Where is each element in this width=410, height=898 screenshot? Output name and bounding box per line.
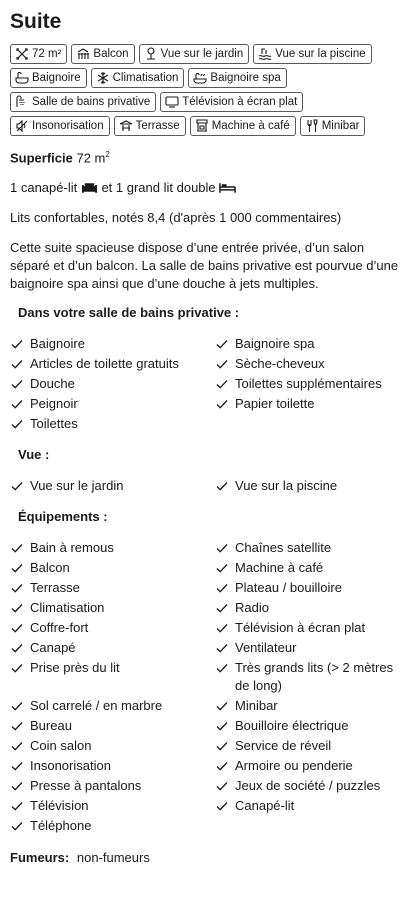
amenity-label: Jeux de société / puzzles: [235, 778, 381, 794]
amenity-label: Canapé: [30, 640, 76, 656]
bathtub-icon: [15, 71, 29, 85]
amenity-item: [10, 639, 215, 657]
checkmark-icon: [10, 395, 26, 413]
checkmark-icon: [215, 757, 231, 775]
facility-chip: [300, 116, 366, 136]
amenity-label: Balcon: [30, 560, 70, 576]
facility-chip: [10, 116, 110, 136]
amenity-section-title: Vue :: [18, 447, 50, 463]
balcony-icon: [76, 47, 90, 61]
amenity-item: [215, 335, 400, 353]
checkmark-icon: [215, 717, 231, 735]
checkmark-icon: [215, 559, 231, 577]
amenity-label: Ventilateur: [235, 640, 297, 656]
amenity-label: Service de réveil: [235, 738, 332, 754]
amenity-label: Très grands lits (> 2 mètres de long): [235, 660, 394, 694]
surface-unit-sup: 2: [105, 150, 110, 159]
amenity-item: [215, 619, 400, 637]
checkmark-icon: [215, 375, 231, 393]
checkmark-icon: [10, 415, 26, 433]
sofa-bed-text: 1 canapé-lit: [10, 180, 78, 196]
facility-chip-label: Minibar: [321, 120, 360, 132]
checkmark-icon: [215, 579, 231, 597]
checkmark-icon: [10, 757, 26, 775]
facility-chip-label: Salle de bains privative: [32, 96, 151, 108]
checkmark-icon: [215, 395, 231, 413]
amenity-item: [10, 659, 215, 695]
amenity-item: [215, 639, 400, 657]
amenity-label: Articles de toilette gratuits: [30, 356, 179, 372]
room-description: Cette suite spacieuse dispose d’une entrée privée, d’un salon séparé et d’un balcon. La salle de bains privative est pourvue d’une baignoire spa ainsi que d’une douche à jets multiples.: [10, 240, 399, 292]
facility-chip: [114, 116, 186, 136]
checkmark-icon: [10, 777, 26, 795]
amenity-label: Coin salon: [30, 738, 92, 754]
amenity-label: Prise près du lit: [30, 660, 120, 676]
checkmark-icon: [10, 375, 26, 393]
facility-chips: [10, 44, 400, 136]
amenity-label: Bureau: [30, 718, 72, 734]
amenity-item: [215, 539, 400, 557]
checkmark-icon: [215, 797, 231, 815]
checkmark-icon: [10, 639, 26, 657]
amenity-item: [10, 717, 215, 735]
amenity-item: [10, 737, 215, 755]
smoking-value: non-fumeurs: [76, 850, 150, 866]
checkmark-icon: [10, 619, 26, 637]
garden-view-icon: [144, 47, 158, 61]
amenity-item: [10, 817, 215, 835]
amenity-label: Terrasse: [30, 580, 80, 596]
checkmark-icon: [10, 697, 26, 715]
amenity-item: [215, 659, 400, 695]
amenity-item: [10, 797, 215, 815]
amenity-label: Baignoire: [30, 336, 85, 352]
checkmark-icon: [10, 717, 26, 735]
amenity-item: [215, 797, 400, 815]
sofa-icon: [81, 181, 98, 194]
amenity-item: [10, 415, 215, 433]
checkmark-icon: [10, 335, 26, 353]
checkmark-icon: [215, 335, 231, 353]
checkmark-icon: [215, 477, 231, 495]
amenity-sections: [10, 305, 400, 835]
amenity-label: Bain à remous: [30, 540, 114, 556]
checkmark-icon: [10, 737, 26, 755]
amenity-item: [10, 619, 215, 637]
amenity-label: Téléphone: [30, 818, 92, 834]
amenity-item: [10, 579, 215, 597]
amenity-item: [215, 395, 400, 413]
amenity-item: [10, 375, 215, 393]
amenity-item: [10, 335, 215, 353]
facility-chip-label: Balcon: [93, 48, 129, 60]
amenity-label: Télévision: [30, 798, 89, 814]
checkmark-icon: [215, 777, 231, 795]
amenity-label: Baignoire spa: [235, 336, 315, 352]
amenity-label: Radio: [235, 600, 269, 616]
amenity-list: [10, 477, 400, 495]
spa-bath-icon: [193, 71, 207, 85]
amenity-label: Vue sur le jardin: [30, 478, 124, 494]
facility-chip-label: Insonorisation: [32, 120, 104, 132]
checkmark-icon: [215, 355, 231, 373]
amenity-item: [215, 737, 400, 755]
amenity-label: Plateau / bouilloire: [235, 580, 342, 596]
amenity-item: [10, 477, 215, 495]
facility-chip-label: 72 m²: [32, 48, 62, 60]
facility-chip: [253, 44, 371, 64]
amenity-item: [10, 395, 215, 413]
facility-chip: [190, 116, 296, 136]
snowflake-icon: [96, 71, 110, 85]
amenity-label: Vue sur la piscine: [235, 478, 338, 494]
amenity-item: [215, 599, 400, 617]
amenity-label: Presse à pantalons: [30, 778, 142, 794]
checkmark-icon: [10, 659, 26, 677]
facility-chip-label: Vue sur la piscine: [275, 48, 366, 60]
amenity-list: [10, 335, 400, 433]
tv-icon: [165, 95, 179, 109]
checkmark-icon: [10, 797, 26, 815]
amenity-item: [10, 539, 215, 557]
amenity-label: Sol carrelé / en marbre: [30, 698, 163, 714]
checkmark-icon: [10, 599, 26, 617]
amenity-item: [215, 717, 400, 735]
facility-chip-label: Machine à café: [211, 120, 290, 132]
soundproof-icon: [15, 119, 29, 133]
amenity-item: [215, 757, 400, 775]
amenity-label: Chaînes satellite: [235, 540, 332, 556]
area-icon: [15, 47, 29, 61]
amenity-label: Canapé-lit: [235, 798, 295, 814]
amenity-label: Papier toilette: [235, 396, 315, 412]
bed-icon: [219, 181, 236, 194]
amenity-item: [215, 375, 400, 393]
room-title: Suite: [10, 10, 62, 33]
surface-value: 72 m: [76, 150, 106, 166]
amenity-item: [10, 599, 215, 617]
amenity-label: Peignoir: [30, 396, 78, 412]
facility-chip: [188, 68, 286, 88]
amenity-label: Sèche-cheveux: [235, 356, 325, 372]
facility-chip: [160, 92, 303, 112]
facility-chip: [10, 92, 156, 112]
amenity-item: [10, 757, 215, 775]
checkmark-icon: [215, 619, 231, 637]
amenity-item: [215, 579, 400, 597]
facility-chip: [71, 44, 134, 64]
checkmark-icon: [215, 737, 231, 755]
amenity-item: [215, 355, 400, 373]
amenity-label: Toilettes: [30, 416, 78, 432]
rating-line: Lits confortables, notés 8,4 (d'après 1 000 commentaires): [10, 210, 342, 226]
smoking-policy: [10, 849, 400, 867]
amenity-section-title: Équipements :: [18, 509, 108, 525]
checkmark-icon: [215, 599, 231, 617]
checkmark-icon: [10, 477, 26, 495]
amenity-label: Toilettes supplémentaires: [235, 376, 382, 392]
amenity-item: [215, 697, 400, 715]
amenity-item: [10, 697, 215, 715]
facility-chip: [91, 68, 185, 88]
amenity-label: Machine à café: [235, 560, 324, 576]
amenity-label: Minibar: [235, 698, 278, 714]
amenity-label: Insonorisation: [30, 758, 111, 774]
amenity-item: [215, 777, 400, 795]
facility-chip-label: Vue sur le jardin: [160, 48, 244, 60]
amenity-item: [215, 559, 400, 577]
checkmark-icon: [10, 579, 26, 597]
amenity-label: Douche: [30, 376, 75, 392]
facility-chip-label: Baignoire: [32, 72, 81, 84]
amenity-label: Climatisation: [30, 600, 105, 616]
amenity-item: [10, 559, 215, 577]
surface-label: Superficie: [10, 150, 73, 166]
facility-chip-label: Climatisation: [112, 72, 179, 84]
surface-line: [10, 146, 400, 167]
amenity-label: Télévision à écran plat: [235, 620, 366, 636]
amenity-item: [10, 777, 215, 795]
checkmark-icon: [10, 355, 26, 373]
checkmark-icon: [215, 659, 231, 677]
shower-icon: [15, 95, 29, 109]
facility-chip-label: Baignoire spa: [210, 72, 281, 84]
facility-chip-label: Terrasse: [135, 120, 180, 132]
facility-chip-label: Télévision à écran plat: [182, 96, 298, 108]
checkmark-icon: [215, 539, 231, 557]
checkmark-icon: [10, 817, 26, 835]
facility-chip: [139, 44, 250, 64]
amenity-section-title: Dans votre salle de bains privative :: [18, 305, 240, 321]
amenity-list: [10, 539, 400, 835]
terrace-icon: [119, 119, 133, 133]
minibar-icon: [305, 119, 319, 133]
amenity-label: Coffre-fort: [30, 620, 89, 636]
facility-chip: [10, 68, 87, 88]
amenity-label: Armoire ou penderie: [235, 758, 353, 774]
coffee-machine-icon: [195, 119, 209, 133]
double-bed-text: et 1 grand lit double: [97, 180, 216, 196]
checkmark-icon: [215, 639, 231, 657]
amenity-label: Bouilloire électrique: [235, 718, 349, 734]
pool-view-icon: [258, 47, 272, 61]
checkmark-icon: [10, 559, 26, 577]
checkmark-icon: [10, 539, 26, 557]
amenity-item: [10, 355, 215, 373]
smoking-label: Fumeurs:: [10, 850, 70, 866]
amenity-item: [215, 477, 400, 495]
checkmark-icon: [215, 697, 231, 715]
beds-line: [10, 179, 400, 197]
facility-chip: [10, 44, 67, 64]
